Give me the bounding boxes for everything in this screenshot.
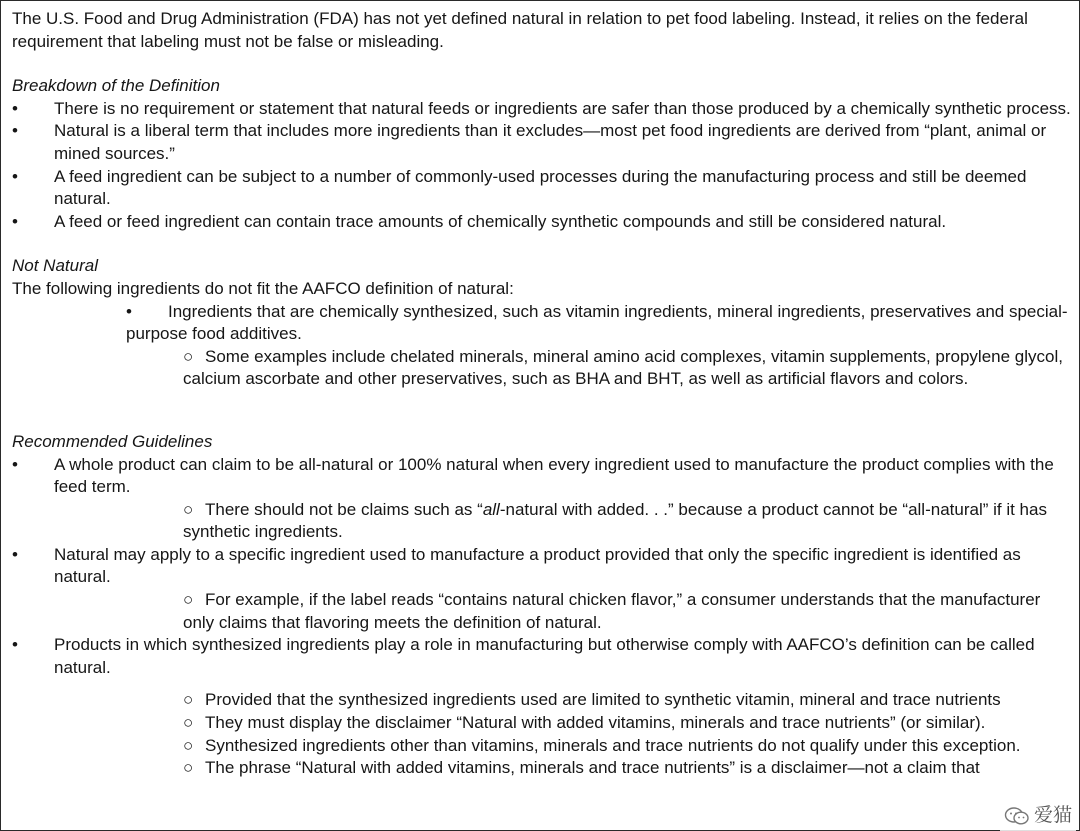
sub-list-item: ○ They must display the disclaimer “Natural with added vitamins, minerals and trace nutrients” (or similar).: [183, 712, 1074, 735]
list-item: • Ingredients that are chemically synthesized, such as vitamin ingredients, mineral ingredients, preservatives and special-purpose food additives.: [126, 301, 1068, 344]
list-item: • A whole product can claim to be all-natural or 100% natural when every ingredient used to manufacture the product complies with the feed term.: [12, 454, 1054, 497]
bullet-icon: •: [12, 211, 18, 231]
list-item: • Natural is a liberal term that includes more ingredients than it excludes—most pet food ingredients are derived from “plant, animal or mined sources.”: [12, 121, 1047, 163]
bullet-icon: •: [12, 544, 18, 564]
list-item: • Natural may apply to a specific ingredient used to manufacture a product provided that only the specific ingredient is identified as natural.: [12, 544, 1021, 587]
sub-list-item: ○ Some examples include chelated minerals, mineral amino acid complexes, vitamin supplements, propylene glycol, calcium ascorbate and other preservatives, such as BHA and BHT, as well as artificial flavors and colors.: [183, 346, 1063, 389]
document-body: [12, 8, 1074, 780]
circle-bullet-icon: ○: [183, 713, 194, 733]
circle-bullet-icon: ○: [183, 758, 194, 778]
list-item: • A feed or feed ingredient can contain trace amounts of chemically synthetic compounds and still be considered natural.: [12, 211, 1074, 234]
bullet-icon: •: [12, 166, 18, 186]
watermark-text: 爱猫: [1033, 804, 1072, 826]
circle-bullet-icon: ○: [183, 735, 194, 755]
list-item: • Products in which synthesized ingredients play a role in manufacturing but otherwise comply with AAFCO’s definition can be called natural.: [12, 635, 1035, 677]
circle-bullet-icon: ○: [183, 690, 194, 710]
circle-bullet-icon: ○: [183, 346, 194, 366]
wechat-icon: [1004, 806, 1030, 826]
circle-bullet-icon: ○: [183, 590, 194, 610]
bullet-icon: •: [12, 635, 18, 655]
list-item: • There is no requirement or statement that natural feeds or ingredients are safer than those produced by a chemically synthetic process.: [12, 98, 1074, 121]
circle-bullet-icon: ○: [183, 499, 194, 519]
bullet-icon: •: [12, 454, 18, 474]
guidelines-heading: Recommended Guidelines: [12, 431, 213, 451]
sub-list-item: ○ Provided that the synthesized ingredients used are limited to synthetic vitamin, mineral and trace nutrients: [183, 689, 1074, 712]
bullet-icon: •: [12, 121, 18, 141]
watermark: [1000, 801, 1076, 831]
bullet-icon: •: [126, 301, 132, 321]
not-natural-heading: Not Natural: [12, 256, 98, 276]
list-item: • A feed ingredient can be subject to a number of commonly-used processes during the manufacturing process and still be deemed natural.: [12, 166, 1027, 209]
sub-list-item: ○ The phrase “Natural with added vitamins, minerals and trace nutrients” is a disclaimer—not a claim that: [183, 757, 1074, 780]
bullet-icon: •: [12, 98, 18, 118]
intro-paragraph: The U.S. Food and Drug Administration (FDA) has not yet defined natural in relation to pet food labeling. Instead, it relies on the federal requirement that labeling must not be false or misleading.: [12, 9, 1028, 51]
sub-list-item: ○ Synthesized ingredients other than vitamins, minerals and trace nutrients do not qualify under this exception.: [183, 735, 1074, 758]
sub-list-item: ○ For example, if the label reads “contains natural chicken flavor,” a consumer understands that the manufacturer only claims that flavoring meets the definition of natural.: [183, 590, 1041, 632]
sub-list-item: ○ There should not be claims such as “all-natural with added. . .” because a product cannot be “all-natural” if it has synthetic ingredients.: [183, 499, 1047, 542]
not-natural-lead: The following ingredients do not fit the AAFCO definition of natural:: [12, 278, 514, 298]
breakdown-heading: Breakdown of the Definition: [12, 76, 220, 96]
